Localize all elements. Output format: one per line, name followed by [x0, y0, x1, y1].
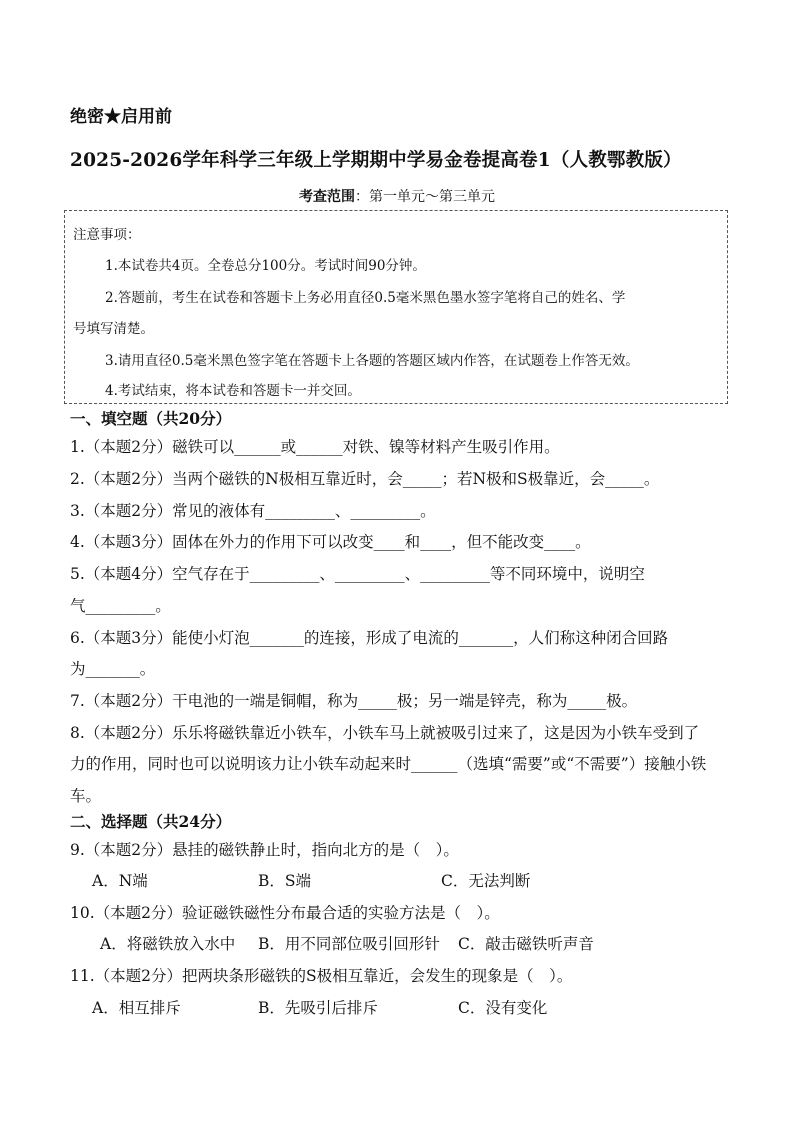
option-b: B．用不同部位吸引回形针 [258, 935, 440, 953]
question-line: 4.（本题3分）固体在外力的作用下可以改变____和____，但不能改变____。 [70, 533, 591, 551]
notice-item: 3.请用直径0.5毫米黑色签字笔在答题卡上各题的答题区域内作答，在试题卷上作答无效。 [105, 353, 639, 369]
question-stem: 10.（本题2分）验证磁铁磁性分布最合适的实验方法是（ ）。 [70, 904, 500, 922]
exam-title: 2025-2026学年科学三年级上学期期中学易金卷提高卷1（人教鄂教版） [70, 150, 682, 171]
scope-value: ：第一单元～第三单元 [355, 189, 495, 205]
notice-box [64, 210, 728, 404]
question-line: 1.（本题2分）磁铁可以______或______对铁、镍等材料产生吸引作用。 [70, 438, 560, 456]
question-stem: 11.（本题2分）把两块条形磁铁的S极相互靠近，会发生的现象是（ ）。 [70, 967, 573, 985]
option-c: C．敲击磁铁听声音 [458, 935, 594, 953]
section-title-fill-in: 一、填空题（共20分） [70, 409, 232, 428]
option-b: B．先吸引后排斥 [258, 999, 378, 1017]
notice-item: 2.答题前，考生在试卷和答题卡上务必用直径0.5毫米黑色墨水签字笔将自己的姓名、学 [105, 290, 626, 306]
exam-scope [0, 186, 794, 206]
notice-item: 4.考试结束，将本试卷和答题卡一并交回。 [105, 383, 361, 399]
scope-label: 考查范围 [299, 189, 355, 205]
question-line: 2.（本题2分）当两个磁铁的N极相互靠近时，会_____；若N极和S极靠近，会_____。 [70, 470, 660, 488]
question-stem: 9.（本题2分）悬挂的磁铁静止时，指向北方的是（ ）。 [70, 841, 459, 859]
secret-label: 绝密★启用前 [70, 107, 172, 127]
option-c: C．无法判断 [441, 872, 531, 890]
question-line: 车。 [70, 787, 102, 805]
notice-item: 1.本试卷共4页。全卷总分100分。考试时间90分钟。 [105, 258, 426, 274]
option-a: A．将磁铁放入水中 [100, 935, 236, 953]
question-line: 6.（本题3分）能使小灯泡_______的连接，形成了电流的_______，人们称这种闭合回路 [70, 629, 669, 647]
section-title-choice: 二、选择题（共24分） [70, 812, 232, 831]
notice-item: 号填写清楚。 [73, 321, 154, 337]
question-line: 8.（本题2分）乐乐将磁铁靠近小铁车，小铁车马上就被吸引过来了，这是因为小铁车受到了 [70, 724, 700, 742]
question-line: 气_________。 [70, 597, 171, 615]
question-line: 7.（本题2分）干电池的一端是铜帽，称为_____极；另一端是锌壳，称为_____极。 [70, 692, 638, 710]
option-b: B．S端 [258, 872, 312, 890]
question-line: 为_______。 [70, 660, 156, 678]
option-a: A．相互排斥 [92, 999, 181, 1017]
notice-heading: 注意事项： [73, 227, 141, 243]
option-a: A．N端 [92, 872, 148, 890]
question-line: 力的作用，同时也可以说明该力让小铁车动起来时______（选填“需要”或“不需要”）接触小铁 [70, 755, 707, 773]
question-line: 3.（本题2分）常见的液体有_________、_________。 [70, 502, 436, 520]
question-line: 5.（本题4分）空气存在于_________、_________、_________等不同环境中，说明空 [70, 565, 645, 583]
option-c: C．没有变化 [458, 999, 548, 1017]
